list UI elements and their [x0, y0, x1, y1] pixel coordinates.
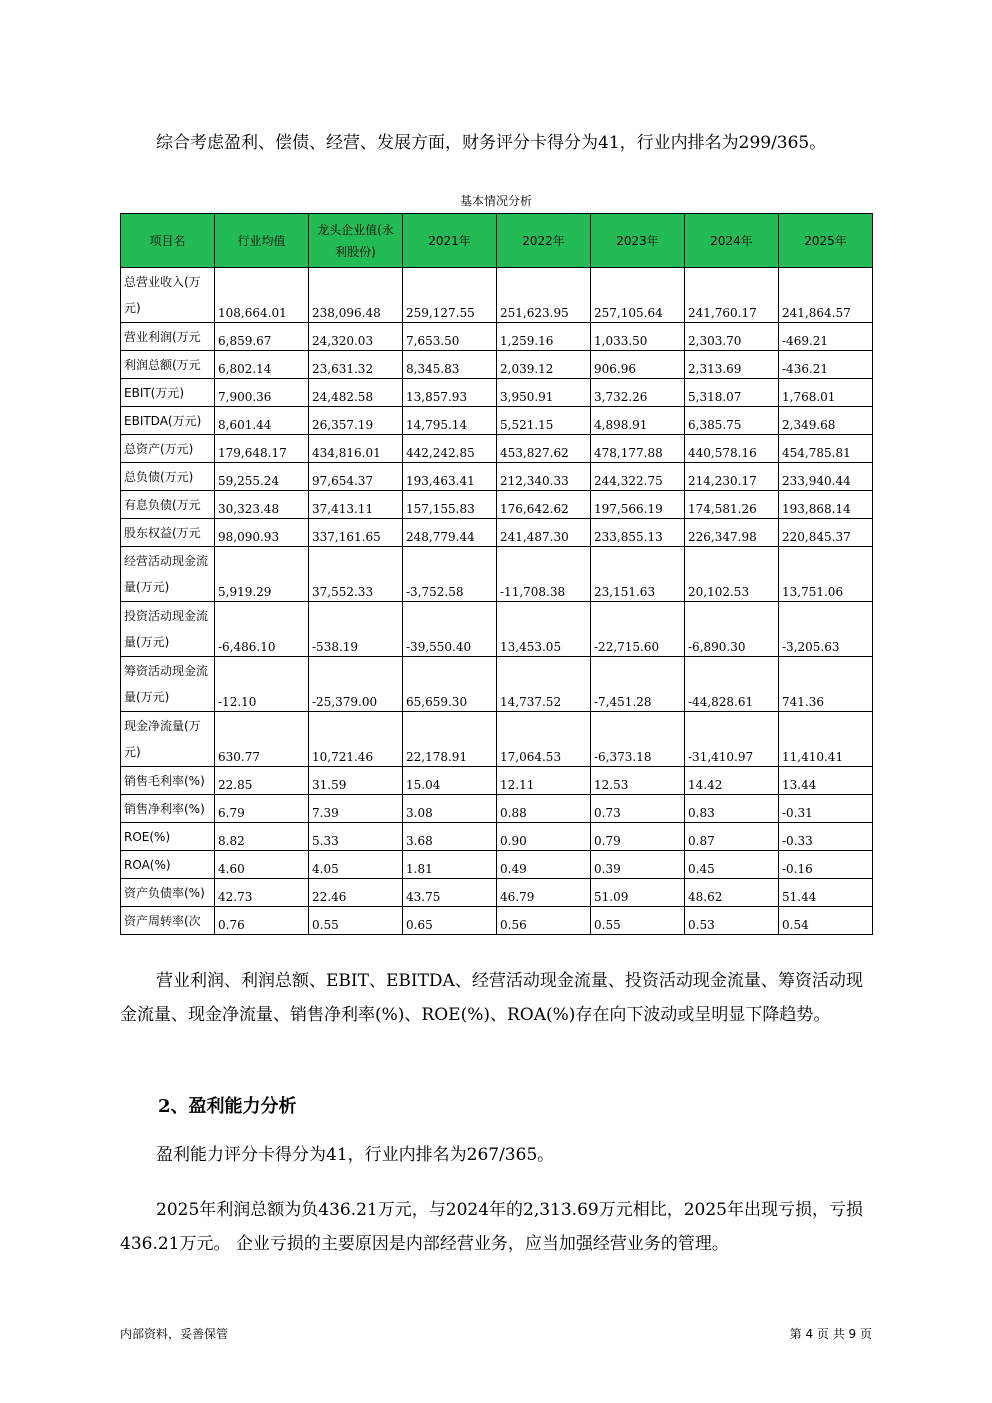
table-cell: 220,845.37 [779, 519, 873, 547]
table-cell: 197,566.19 [591, 491, 685, 519]
table-cell: 97,654.37 [309, 463, 403, 491]
table-cell: -11,708.38 [497, 547, 591, 602]
table-row [121, 851, 873, 879]
table-cell: 193,868.14 [779, 491, 873, 519]
table-cell: -22,715.60 [591, 602, 685, 657]
table-cell: 226,347.98 [685, 519, 779, 547]
loss-paragraph: 2025年利润总额为负436.21万元，与2024年的2,313.69万元相比，2025年出现亏损，亏损436.21万元。 企业亏损的主要原因是内部经营业务，应当加强经营业务的管理。 [120, 1200, 863, 1254]
table-cell: -25,379.00 [309, 657, 403, 712]
table-cell: 0.79 [591, 823, 685, 851]
table-cell: 30,323.48 [215, 491, 309, 519]
table-row [121, 435, 873, 463]
table-cell: 14.42 [685, 767, 779, 795]
table-cell: 3,950.91 [497, 379, 591, 407]
table-cell: 6,802.14 [215, 351, 309, 379]
table-cell: 13,751.06 [779, 547, 873, 602]
row-label: 现金净流量(万元) [121, 712, 215, 767]
table-cell: 238,096.48 [309, 268, 403, 323]
table-cell: 630.77 [215, 712, 309, 767]
table-cell: -0.31 [779, 795, 873, 823]
table-cell: 434,816.01 [309, 435, 403, 463]
table-row [121, 491, 873, 519]
table-cell: -7,451.28 [591, 657, 685, 712]
table-cell: 0.55 [591, 907, 685, 935]
row-label: 营业利润(万元 [121, 323, 215, 351]
table-cell: 37,413.11 [309, 491, 403, 519]
table-cell: 440,578.16 [685, 435, 779, 463]
table-row [121, 712, 873, 767]
table-cell: -6,373.18 [591, 712, 685, 767]
table-cell: 4.60 [215, 851, 309, 879]
table-cell: 453,827.62 [497, 435, 591, 463]
table-cell: 478,177.88 [591, 435, 685, 463]
table-cell: 3.08 [403, 795, 497, 823]
table-cell: 0.54 [779, 907, 873, 935]
table-cell: 0.39 [591, 851, 685, 879]
table-cell: 2,039.12 [497, 351, 591, 379]
table-cell: 26,357.19 [309, 407, 403, 435]
table-row [121, 657, 873, 712]
table-cell: 251,623.95 [497, 268, 591, 323]
table-cell: 7,653.50 [403, 323, 497, 351]
table-cell: -31,410.97 [685, 712, 779, 767]
table-row [121, 407, 873, 435]
row-label: 资产负债率(%) [121, 879, 215, 907]
table-cell: 0.53 [685, 907, 779, 935]
table-cell: 233,940.44 [779, 463, 873, 491]
table-cell: 4.05 [309, 851, 403, 879]
table-cell: -39,550.40 [403, 602, 497, 657]
table-cell: 108,664.01 [215, 268, 309, 323]
table-cell: 15.04 [403, 767, 497, 795]
table-cell: 2,303.70 [685, 323, 779, 351]
column-header: 龙头企业值(永利股份) [309, 214, 403, 268]
table-cell: 51.44 [779, 879, 873, 907]
table-row [121, 907, 873, 935]
column-header: 2022年 [497, 214, 591, 268]
row-label: 筹资活动现金流量(万元) [121, 657, 215, 712]
table-cell: 0.65 [403, 907, 497, 935]
column-header: 行业均值 [215, 214, 309, 268]
table-cell: -0.33 [779, 823, 873, 851]
table-cell: 248,779.44 [403, 519, 497, 547]
table-cell: 241,760.17 [685, 268, 779, 323]
table-cell: 244,322.75 [591, 463, 685, 491]
table-cell: 2,349.68 [779, 407, 873, 435]
table-row [121, 519, 873, 547]
table-cell: 8,345.83 [403, 351, 497, 379]
table-cell: -3,205.63 [779, 602, 873, 657]
table-cell: 5,318.07 [685, 379, 779, 407]
footer-page-number: 第 4 页 共 9 页 [789, 1327, 872, 1341]
table-cell: -44,828.61 [685, 657, 779, 712]
table-cell: 8,601.44 [215, 407, 309, 435]
table-row [121, 879, 873, 907]
table-cell: 193,463.41 [403, 463, 497, 491]
table-row [121, 268, 873, 323]
table-cell: 0.87 [685, 823, 779, 851]
table-cell: 3.68 [403, 823, 497, 851]
row-label: 经营活动现金流量(万元) [121, 547, 215, 602]
table-cell: 2,313.69 [685, 351, 779, 379]
row-label: ROA(%) [121, 851, 215, 879]
table-cell: 51.09 [591, 879, 685, 907]
table-cell: 0.90 [497, 823, 591, 851]
table-cell: 337,161.65 [309, 519, 403, 547]
basic-analysis-table [120, 213, 873, 935]
table-cell: 46.79 [497, 879, 591, 907]
table-cell: 14,795.14 [403, 407, 497, 435]
table-cell: -436.21 [779, 351, 873, 379]
table-cell: 42.73 [215, 879, 309, 907]
table-cell: 23,631.32 [309, 351, 403, 379]
row-label: 销售毛利率(%) [121, 767, 215, 795]
table-cell: 17,064.53 [497, 712, 591, 767]
table-row [121, 547, 873, 602]
table-cell: 0.88 [497, 795, 591, 823]
table-cell: 12.11 [497, 767, 591, 795]
table-cell: 43.75 [403, 879, 497, 907]
table-cell: -3,752.58 [403, 547, 497, 602]
table-cell: 0.73 [591, 795, 685, 823]
table-row [121, 463, 873, 491]
row-label: 总负债(万元) [121, 463, 215, 491]
table-row [121, 351, 873, 379]
table-row [121, 602, 873, 657]
table-cell: 212,340.33 [497, 463, 591, 491]
table-cell: 6,385.75 [685, 407, 779, 435]
table-cell: 13.44 [779, 767, 873, 795]
table-cell: 157,155.83 [403, 491, 497, 519]
table-cell: 59,255.24 [215, 463, 309, 491]
table-cell: 906.96 [591, 351, 685, 379]
table-cell: 5,521.15 [497, 407, 591, 435]
table-row [121, 323, 873, 351]
table-cell: 20,102.53 [685, 547, 779, 602]
table-cell: 3,732.26 [591, 379, 685, 407]
table-cell: 31.59 [309, 767, 403, 795]
section-heading: 2、盈利能力分析 [158, 1096, 297, 1117]
intro-paragraph: 综合考虑盈利、偿债、经营、发展方面，财务评分卡得分为41，行业内排名为299/365。 [156, 133, 827, 153]
table-cell: 13,453.05 [497, 602, 591, 657]
table-cell: 0.49 [497, 851, 591, 879]
table-cell: 7.39 [309, 795, 403, 823]
table-cell: 22.85 [215, 767, 309, 795]
table-cell: 6,859.67 [215, 323, 309, 351]
row-label: 资产周转率(次 [121, 907, 215, 935]
table-cell: 10,721.46 [309, 712, 403, 767]
trend-paragraph: 营业利润、利润总额、EBIT、EBITDA、经营活动现金流量、投资活动现金流量、筹资活动现金流量、现金净流量、销售净利率(%)、ROE(%)、ROA(%)存在向下波动或呈明显下降趋势。 [120, 971, 863, 1025]
table-cell: 174,581.26 [685, 491, 779, 519]
table-cell: -469.21 [779, 323, 873, 351]
column-header: 2023年 [591, 214, 685, 268]
table-cell: 257,105.64 [591, 268, 685, 323]
table-cell: 5,919.29 [215, 547, 309, 602]
table-cell: 5.33 [309, 823, 403, 851]
table-cell: 741.36 [779, 657, 873, 712]
row-label: 销售净利率(%) [121, 795, 215, 823]
table-cell: 7,900.36 [215, 379, 309, 407]
table-cell: 241,487.30 [497, 519, 591, 547]
table-cell: 454,785.81 [779, 435, 873, 463]
table-cell: 37,552.33 [309, 547, 403, 602]
table-row [121, 379, 873, 407]
table-cell: 98,090.93 [215, 519, 309, 547]
table-cell: 1,768.01 [779, 379, 873, 407]
column-header: 2025年 [779, 214, 873, 268]
table-cell: 22.46 [309, 879, 403, 907]
row-label: 股东权益(万元 [121, 519, 215, 547]
column-header: 项目名 [121, 214, 215, 268]
table-cell: -538.19 [309, 602, 403, 657]
table-cell: -6,890.30 [685, 602, 779, 657]
row-label: 总营业收入(万元) [121, 268, 215, 323]
row-label: 总资产(万元) [121, 435, 215, 463]
table-cell: -0.16 [779, 851, 873, 879]
table-cell: 12.53 [591, 767, 685, 795]
footer-confidential: 内部资料，妥善保管 [120, 1327, 229, 1341]
table-cell: 259,127.55 [403, 268, 497, 323]
table-cell: 176,642.62 [497, 491, 591, 519]
table-row [121, 823, 873, 851]
table-cell: 179,648.17 [215, 435, 309, 463]
table-cell: 1,259.16 [497, 323, 591, 351]
table-cell: 13,857.93 [403, 379, 497, 407]
table-cell: 48.62 [685, 879, 779, 907]
row-label: 有息负债(万元 [121, 491, 215, 519]
table-cell: 24,320.03 [309, 323, 403, 351]
profit-rank-paragraph: 盈利能力评分卡得分为41，行业内排名为267/365。 [156, 1145, 555, 1165]
table-row [121, 795, 873, 823]
row-label: 利润总额(万元 [121, 351, 215, 379]
table-row [121, 767, 873, 795]
table-cell: 1.81 [403, 851, 497, 879]
table-cell: 442,242.85 [403, 435, 497, 463]
table-cell: 24,482.58 [309, 379, 403, 407]
table-cell: 0.56 [497, 907, 591, 935]
table-cell: -12.10 [215, 657, 309, 712]
row-label: EBITDA(万元) [121, 407, 215, 435]
table-cell: 4,898.91 [591, 407, 685, 435]
column-header: 2021年 [403, 214, 497, 268]
table-cell: 0.83 [685, 795, 779, 823]
table-cell: 0.45 [685, 851, 779, 879]
table-cell: 8.82 [215, 823, 309, 851]
table-header-row [121, 214, 873, 268]
table-cell: 0.76 [215, 907, 309, 935]
table-caption: 基本情况分析 [459, 194, 532, 208]
table-cell: 214,230.17 [685, 463, 779, 491]
table-cell: 6.79 [215, 795, 309, 823]
row-label: 投资活动现金流量(万元) [121, 602, 215, 657]
table-cell: 11,410.41 [779, 712, 873, 767]
table-cell: 1,033.50 [591, 323, 685, 351]
row-label: EBIT(万元) [121, 379, 215, 407]
table-cell: -6,486.10 [215, 602, 309, 657]
table-cell: 23,151.63 [591, 547, 685, 602]
column-header: 2024年 [685, 214, 779, 268]
table-cell: 241,864.57 [779, 268, 873, 323]
table-cell: 14,737.52 [497, 657, 591, 712]
table-cell: 233,855.13 [591, 519, 685, 547]
row-label: ROE(%) [121, 823, 215, 851]
table-cell: 0.55 [309, 907, 403, 935]
table-cell: 22,178.91 [403, 712, 497, 767]
table-cell: 65,659.30 [403, 657, 497, 712]
